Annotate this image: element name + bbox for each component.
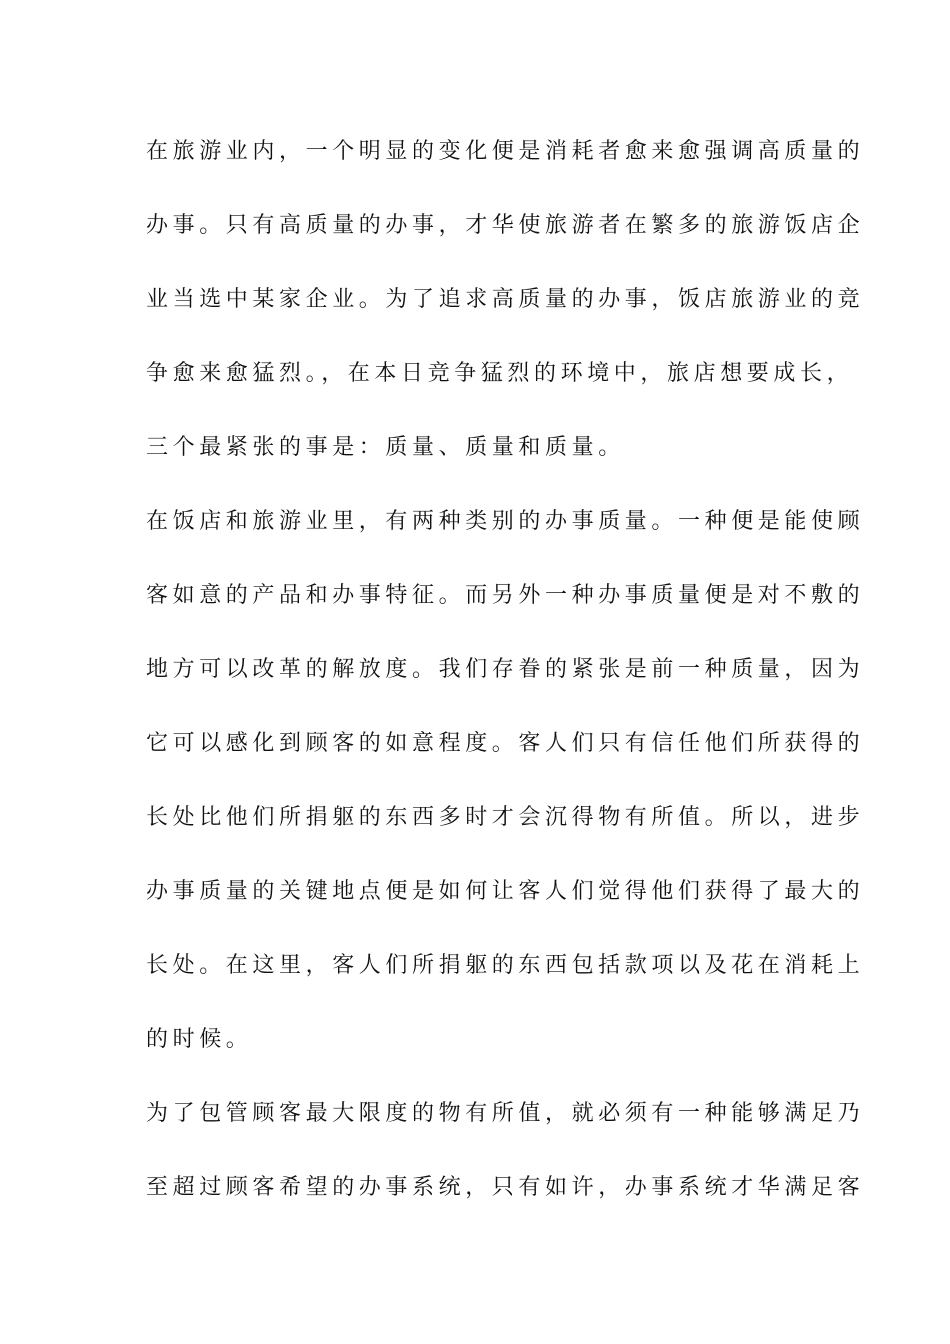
text-line: 它可以感化到顾客的如意程度。客人们只有信任他们所获得的 [146, 731, 865, 756]
text-line: 争愈来愈猛烈。，在本日竞争猛烈的环境中，旅店想要成长， [146, 361, 854, 386]
document-body [146, 128, 865, 1238]
text-line: 在饭店和旅游业里，有两种类别的办事质量。一种便是能使顾 [146, 509, 865, 534]
paragraph-2 [146, 498, 865, 1090]
text-line: 办事。只有高质量的办事，才华使旅游者在繁多的旅游饭店企 [146, 213, 865, 238]
text-line: 为了包管顾客最大限度的物有所值，就必须有一种能够满足乃 [146, 1101, 865, 1126]
paragraph-3 [146, 1090, 865, 1238]
text-line: 至超过顾客希望的办事系统，只有如许，办事系统才华满足客 [146, 1175, 865, 1200]
text-line: 在旅游业内，一个明显的变化便是消耗者愈来愈强调高质量的 [146, 139, 865, 164]
text-line: 地方可以改革的解放度。我们存眷的紧张是前一种质量，因为 [146, 657, 865, 682]
text-line: 的时候。 [146, 1027, 253, 1052]
text-line: 三个最紧张的事是：质量、质量和质量。 [146, 435, 625, 460]
text-line: 长处。在这里，客人们所捐躯的东西包括款项以及花在消耗上 [146, 953, 865, 978]
text-line: 业当选中某家企业。为了追求高质量的办事，饭店旅游业的竞 [146, 287, 865, 312]
paragraph-1 [146, 128, 865, 498]
text-line: 办事质量的关键地点便是如何让客人们觉得他们获得了最大的 [146, 879, 865, 904]
text-line: 客如意的产品和办事特征。而另外一种办事质量便是对不敷的 [146, 583, 865, 608]
text-line: 长处比他们所捐躯的东西多时才会沉得物有所值。所以，进步 [146, 805, 865, 830]
